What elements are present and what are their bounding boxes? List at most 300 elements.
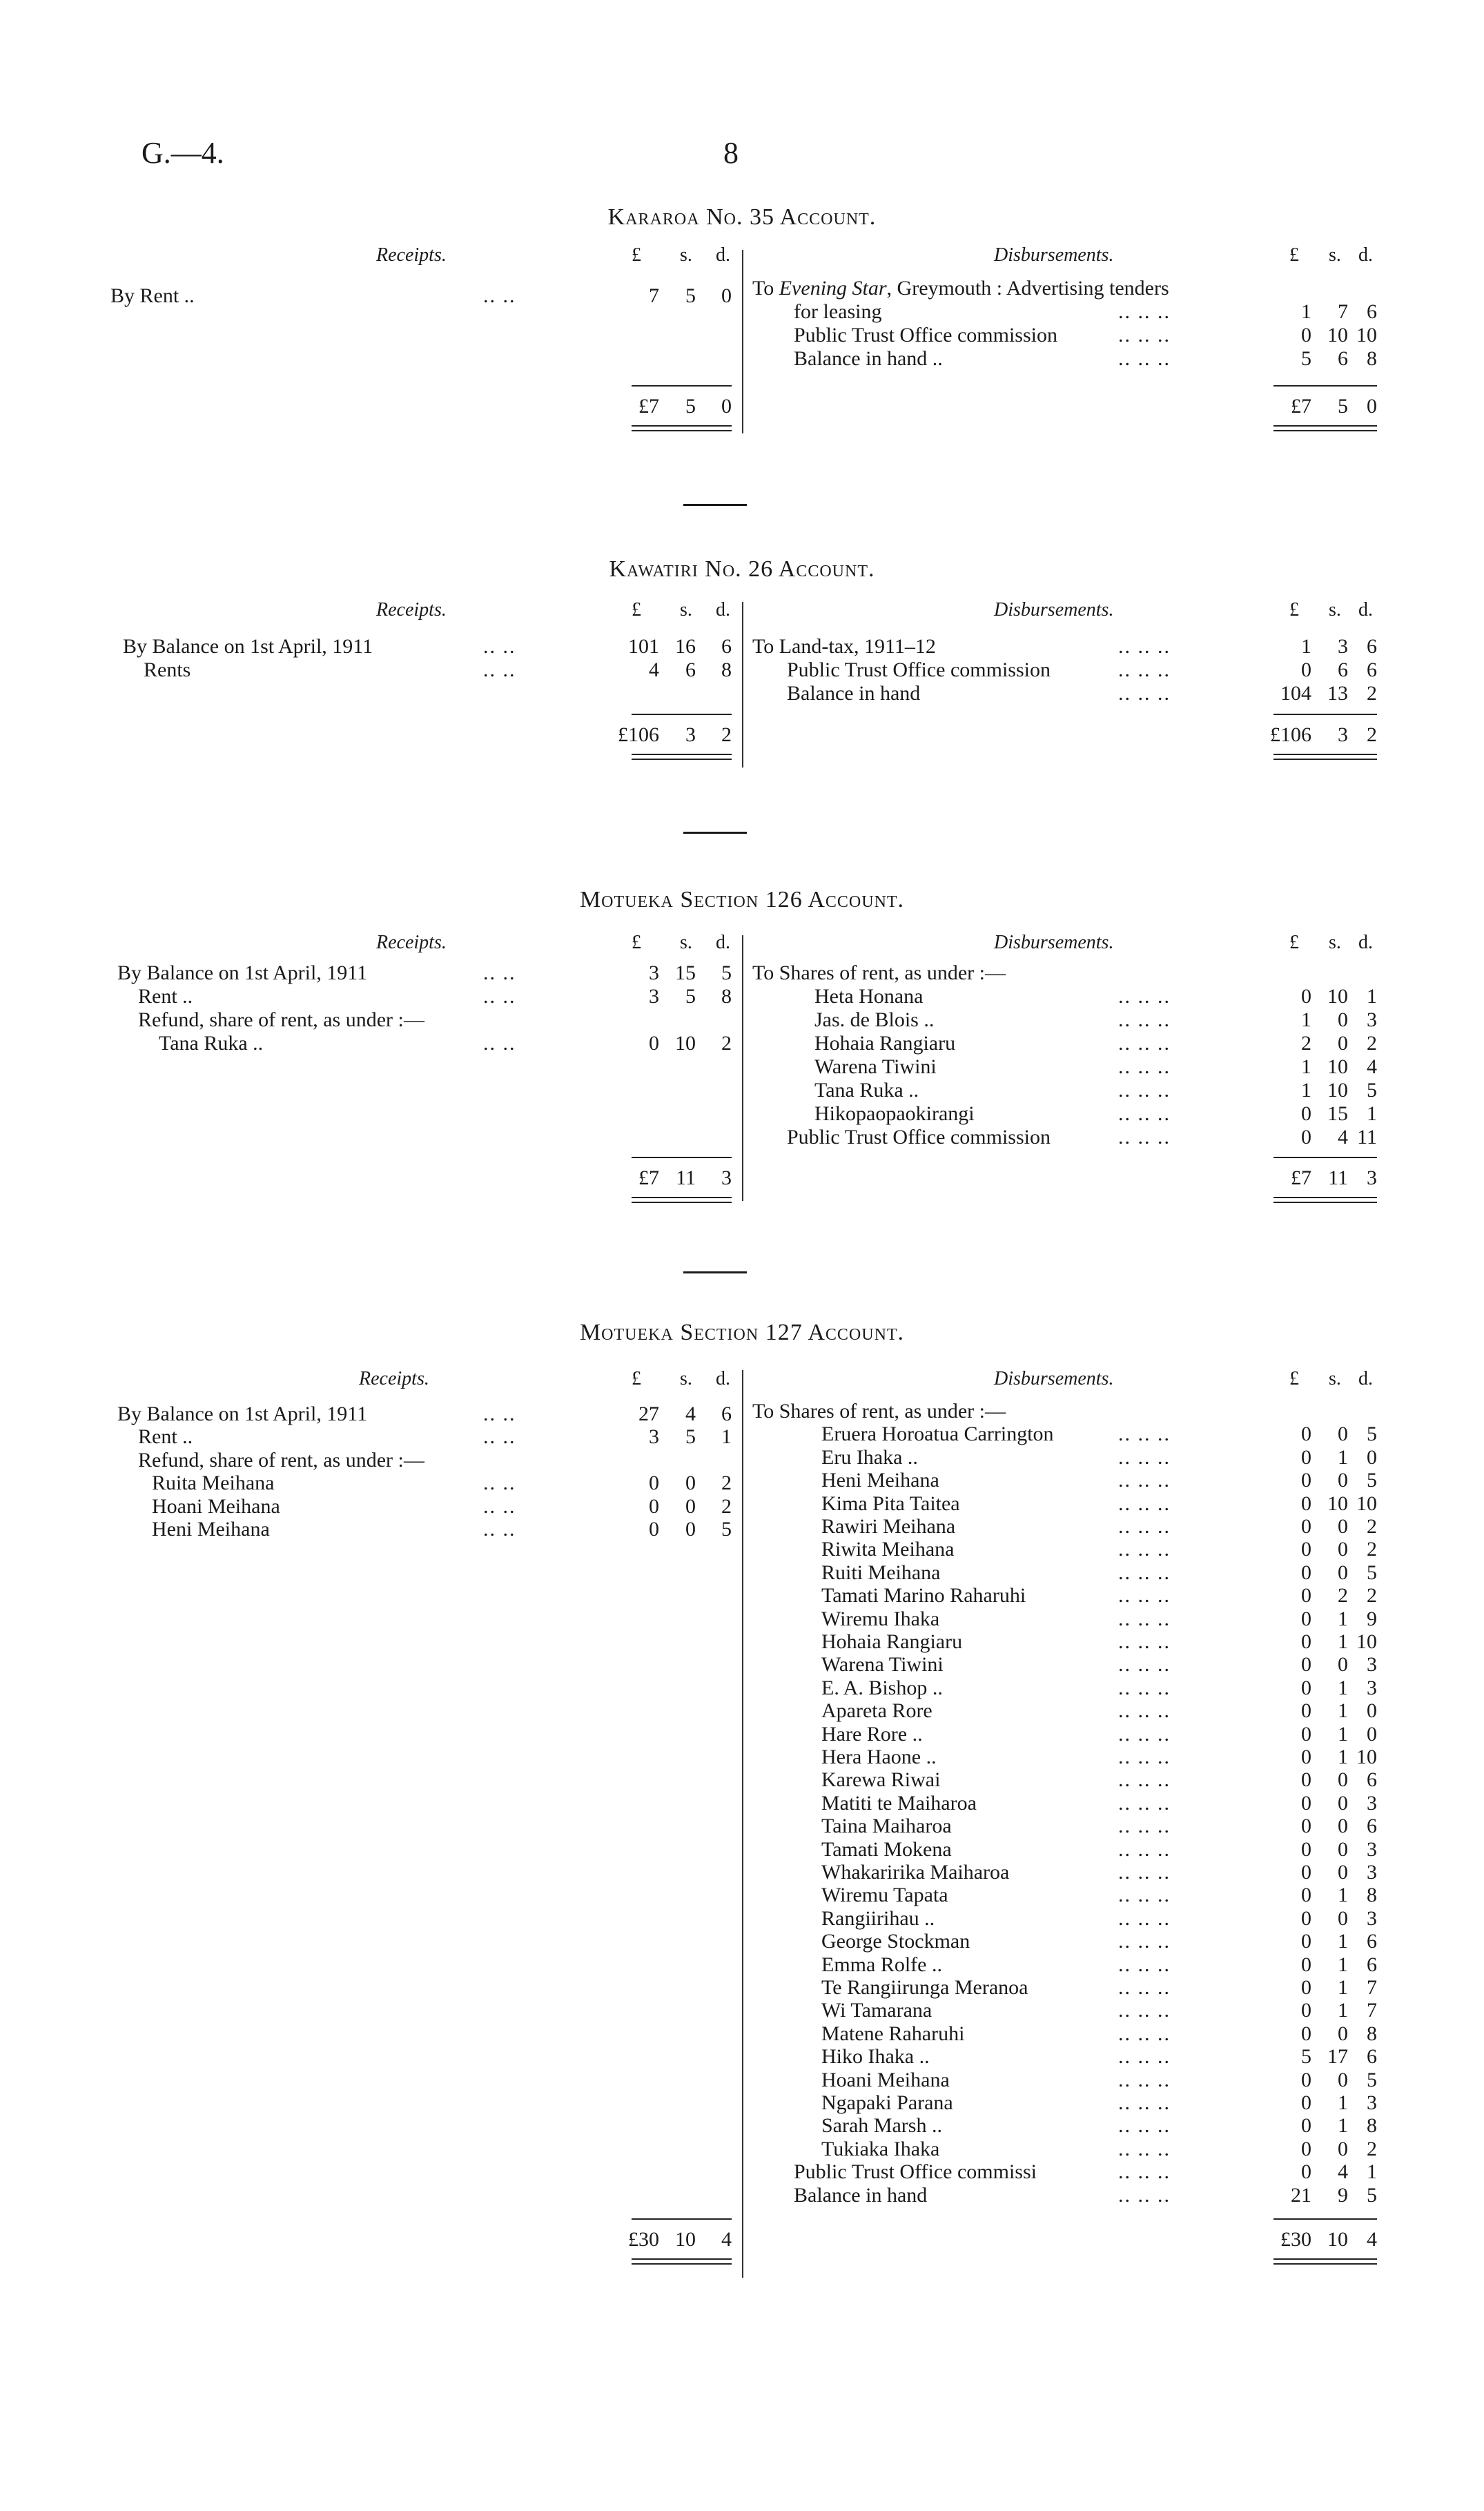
total-pounds: £7 (638, 1166, 659, 1189)
disbursement-row (742, 1032, 1484, 1055)
disbursement-label: Eru Ihaka .. (821, 1445, 918, 1469)
leader-dots: .. .. .. (1118, 1445, 1171, 1469)
amount-shillings: 4 (1338, 2160, 1348, 2184)
amount-pence: 4 (1367, 1055, 1377, 1078)
total-pence: 0 (721, 395, 732, 418)
disbursement-row (742, 1838, 1484, 1862)
disbursement-row (742, 1008, 1484, 1032)
amount-pounds: 0 (1301, 1676, 1311, 1699)
amount-shillings: 0 (1338, 1032, 1348, 1055)
disbursements-heading: Disbursements. (994, 599, 1114, 621)
amount-shillings: 0 (685, 1494, 696, 1518)
disb-col-d: d. (1358, 932, 1373, 953)
amount-pounds: 0 (1301, 1699, 1311, 1723)
leader-dots: .. .. (483, 1518, 516, 1541)
amount-pence: 5 (721, 1518, 732, 1541)
disbursement-row (742, 2114, 1484, 2138)
amount-pounds: 0 (1301, 1815, 1311, 1838)
disbursement-row (742, 1953, 1484, 1977)
total-double-rule (1273, 1197, 1377, 1198)
leader-dots: .. .. .. (1118, 1561, 1171, 1584)
disbursement-row (742, 1768, 1484, 1792)
disbursement-row (742, 1699, 1484, 1723)
amount-pence: 5 (1367, 1423, 1377, 1446)
disb-col-s: s. (1329, 244, 1341, 266)
amount-pence: 5 (1367, 1079, 1377, 1102)
disbursement-row (742, 1792, 1484, 1815)
amount-pence: 3 (1367, 2091, 1377, 2114)
leader-dots: .. .. .. (1118, 347, 1171, 370)
amount-pounds: 0 (1301, 1791, 1311, 1815)
amount-pounds: 0 (1301, 658, 1311, 681)
amount-pounds: 27 (638, 1403, 659, 1425)
disbursement-label: Apareta Rore (821, 1699, 933, 1723)
amount-pence: 9 (1367, 1607, 1377, 1630)
amount-pence: 1 (721, 1425, 732, 1449)
amount-shillings: 5 (685, 985, 696, 1008)
amount-pence: 8 (721, 985, 732, 1008)
disbursement-row (742, 347, 1484, 371)
amount-pence: 6 (1367, 658, 1377, 681)
disbursement-label: Wi Tamarana (821, 1999, 933, 2022)
amount-pounds: 0 (1301, 1584, 1311, 1608)
amount-shillings: 1 (1338, 1676, 1348, 1699)
amount-pounds: 0 (1301, 2114, 1311, 2138)
total-double-rule (1273, 425, 1377, 427)
disbursement-label: Hera Haone .. (821, 1746, 937, 1768)
total-double-rule (632, 2258, 732, 2260)
receipts-total-row (0, 2228, 742, 2251)
disb-col-l: £ (1289, 244, 1299, 266)
leader-dots: .. .. .. (1118, 1032, 1171, 1055)
leader-dots: .. .. .. (1118, 2045, 1171, 2069)
amount-shillings: 0 (1338, 1008, 1348, 1031)
disbursement-row (742, 1976, 1484, 2000)
total-shillings: 5 (685, 395, 696, 418)
amount-shillings: 1 (1338, 1746, 1348, 1768)
disbursement-row (742, 1469, 1484, 1492)
amount-shillings: 1 (1338, 1699, 1348, 1723)
total-rule-top (1273, 1157, 1377, 1158)
amount-pounds: 1 (1301, 300, 1311, 323)
amount-pence: 2 (1367, 1515, 1377, 1538)
amount-pence: 6 (1367, 2045, 1377, 2069)
amount-shillings: 1 (1338, 1999, 1348, 2022)
amount-pounds: 0 (1301, 1861, 1311, 1884)
amount-shillings: 0 (685, 1472, 696, 1495)
amount-pounds: 7 (649, 284, 659, 307)
disbursement-row (742, 2160, 1484, 2184)
disbursement-row (742, 1930, 1484, 1953)
leader-dots: .. .. .. (1118, 1607, 1171, 1630)
disb-col-s: s. (1329, 1368, 1341, 1389)
disbursement-label: Riwita Meihana (821, 1538, 955, 1561)
disbursement-label: Eruera Horoatua Carrington (821, 1423, 1054, 1446)
amount-pence: 2 (1367, 2137, 1377, 2160)
receipt-label: By Balance on 1st April, 1911 (117, 1403, 368, 1425)
amount-shillings: 3 (1338, 635, 1348, 658)
amount-pence: 5 (1367, 2068, 1377, 2091)
amount-pounds: 0 (1301, 1837, 1311, 1861)
disbursement-label: Hoani Meihana (821, 2068, 950, 2091)
leader-dots: .. .. (483, 635, 516, 658)
leader-dots: .. .. .. (1118, 1538, 1171, 1561)
amount-pounds: 1 (1301, 1008, 1311, 1031)
total-pounds: £30 (628, 2228, 659, 2251)
disbursement-label: Whakaririka Maiharoa (821, 1861, 1010, 1884)
amount-pounds: 3 (649, 985, 659, 1008)
leader-dots: .. .. .. (1118, 1722, 1171, 1746)
amount-shillings: 7 (1338, 300, 1348, 323)
amount-pence: 6 (1367, 1815, 1377, 1838)
disb-col-s: s. (1329, 599, 1341, 621)
total-pence: 3 (721, 1166, 732, 1189)
amount-pence: 0 (721, 284, 732, 307)
total-pence: 4 (721, 2228, 732, 2251)
leader-dots: .. .. .. (1118, 1953, 1171, 1976)
total-shillings: 3 (1338, 723, 1348, 746)
receipt-label: Hoani Meihana (152, 1494, 280, 1518)
amount-shillings: 2 (1338, 1584, 1348, 1608)
amount-pounds: 0 (649, 1518, 659, 1541)
amount-shillings: 15 (675, 961, 696, 984)
receipts-col-d: d. (716, 1368, 730, 1389)
disbursement-row (742, 2022, 1484, 2046)
disb-col-d: d. (1358, 1368, 1373, 1389)
amount-pounds: 1 (1301, 1055, 1311, 1078)
amount-pounds: 4 (649, 658, 659, 681)
receipt-row (0, 1008, 742, 1032)
leader-dots: .. .. .. (1118, 658, 1171, 681)
amount-shillings: 15 (1327, 1102, 1348, 1125)
total-double-rule (1273, 2263, 1377, 2265)
total-shillings: 3 (685, 723, 696, 746)
receipts-col-s: s. (680, 932, 692, 953)
leader-dots: .. .. .. (1118, 1999, 1171, 2022)
amount-shillings: 6 (1338, 658, 1348, 681)
amount-pence: 6 (1367, 1953, 1377, 1976)
total-rule-top (1273, 2218, 1377, 2220)
amount-pounds: 0 (1301, 1492, 1311, 1515)
amount-pence: 1 (1367, 2160, 1377, 2184)
leader-dots: .. .. .. (1118, 1906, 1171, 1930)
amount-pounds: 0 (1301, 1930, 1311, 1953)
amount-shillings: 0 (1338, 2137, 1348, 2160)
amount-shillings: 6 (1338, 347, 1348, 370)
disbursement-label: Hare Rore .. (821, 1722, 923, 1746)
disbursement-row (742, 1492, 1484, 1516)
amount-pence: 5 (1367, 2183, 1377, 2207)
receipt-row (0, 1403, 742, 1426)
disbursement-row (742, 1723, 1484, 1746)
amount-shillings: 0 (1338, 2068, 1348, 2091)
receipts-total-row (0, 723, 742, 747)
receipts-col-s: s. (680, 1368, 692, 1389)
amount-shillings: 9 (1338, 2183, 1348, 2207)
disbursement-label: Tukiaka Ihaka (821, 2137, 940, 2160)
leader-dots: .. .. (483, 658, 516, 681)
receipt-row (0, 985, 742, 1008)
total-shillings: 5 (1338, 395, 1348, 418)
amount-shillings: 1 (1338, 1722, 1348, 1746)
disbursements-total-row (742, 395, 1484, 418)
amount-pounds: 0 (1301, 1126, 1311, 1149)
amount-pence: 3 (1367, 1906, 1377, 1930)
disbursement-row (742, 1515, 1484, 1538)
amount-pence: 5 (721, 961, 732, 984)
receipt-row (0, 1032, 742, 1055)
disbursement-label: Rangiirihau .. (821, 1906, 935, 1930)
total-pence: 3 (1367, 1166, 1377, 1189)
leader-dots: .. .. .. (1118, 2183, 1171, 2207)
amount-shillings: 0 (1338, 1561, 1348, 1584)
leader-dots: .. .. .. (1118, 1469, 1171, 1492)
total-pence: 0 (1367, 395, 1377, 418)
disbursement-row (742, 2069, 1484, 2092)
amount-shillings: 0 (1338, 1791, 1348, 1815)
leader-dots: .. .. .. (1118, 1976, 1171, 1999)
section-separator (683, 1271, 747, 1273)
amount-pounds: 1 (1301, 1079, 1311, 1102)
total-double-rule (632, 1202, 732, 1203)
receipts-total-row (0, 1166, 742, 1190)
amount-shillings: 4 (1338, 1126, 1348, 1149)
amount-pounds: 2 (1301, 1032, 1311, 1055)
total-double-rule (632, 425, 732, 427)
receipts-heading: Receipts. (376, 244, 447, 266)
label-prefix: To (752, 277, 779, 300)
amount-pence: 3 (1367, 1676, 1377, 1699)
receipt-label: Heni Meihana (152, 1518, 270, 1541)
disbursement-label: Ruiti Meihana (821, 1561, 941, 1584)
amount-pounds: 0 (1301, 1999, 1311, 2022)
leader-dots: .. .. (483, 284, 516, 307)
amount-pounds: 0 (1301, 1653, 1311, 1677)
amount-shillings: 0 (1338, 2022, 1348, 2045)
amount-pounds: 0 (649, 1494, 659, 1518)
amount-pounds: 0 (1301, 1515, 1311, 1538)
total-rule-top (632, 1157, 732, 1158)
amount-pence: 10 (1356, 1746, 1377, 1768)
amount-shillings: 0 (1338, 1469, 1348, 1492)
page-reference: G.—4. (141, 136, 224, 170)
disbursement-label: Balance in hand .. (794, 347, 943, 370)
leader-dots: .. .. .. (1118, 300, 1171, 323)
amount-shillings: 4 (685, 1403, 696, 1425)
amount-pence: 8 (1367, 347, 1377, 370)
amount-shillings: 0 (1338, 1515, 1348, 1538)
disbursement-row (742, 682, 1484, 705)
disbursements-heading: Disbursements. (994, 932, 1114, 953)
leader-dots: .. .. (483, 985, 516, 1008)
page-number: 8 (723, 136, 739, 170)
amount-pence: 2 (721, 1494, 732, 1518)
leader-dots: .. .. .. (1118, 1791, 1171, 1815)
amount-pounds: 0 (1301, 324, 1311, 346)
receipt-label: Tana Ruka .. (159, 1032, 264, 1055)
disbursement-label: E. A. Bishop .. (821, 1676, 943, 1699)
receipt-row (0, 1495, 742, 1518)
disbursement-label: Tamati Mokena (821, 1837, 952, 1861)
disbursement-row (742, 635, 1484, 658)
total-pence: 2 (1367, 723, 1377, 746)
receipt-row (0, 284, 742, 308)
section-separator (683, 504, 747, 506)
amount-pounds: 0 (1301, 2068, 1311, 2091)
disbursement-label: Warena Tiwini (814, 1055, 937, 1078)
amount-shillings: 10 (1327, 985, 1348, 1008)
leader-dots: .. .. .. (1118, 1653, 1171, 1677)
amount-shillings: 1 (1338, 2114, 1348, 2138)
total-pounds: £7 (1291, 395, 1311, 418)
leader-dots: .. .. (483, 1494, 516, 1518)
leader-dots: .. .. .. (1118, 985, 1171, 1008)
leader-dots: .. .. .. (1118, 324, 1171, 346)
amount-pounds: 0 (1301, 1906, 1311, 1930)
amount-shillings: 1 (1338, 1930, 1348, 1953)
disbursement-label: Taina Maiharoa (821, 1815, 952, 1838)
disbursement-label: Heta Honana (814, 985, 924, 1008)
disbursement-label: for leasing (794, 300, 882, 323)
receipts-heading: Receipts. (376, 932, 447, 953)
disbursement-label: Te Rangiirunga Meranoa (821, 1976, 1028, 1999)
leader-dots: .. .. .. (1118, 1861, 1171, 1884)
amount-shillings: 0 (685, 1518, 696, 1541)
amount-pounds: 0 (1301, 1561, 1311, 1584)
total-double-rule (632, 1197, 732, 1198)
amount-pence: 1 (1367, 1102, 1377, 1125)
total-double-rule (1273, 1202, 1377, 1203)
amount-pence: 11 (1357, 1126, 1377, 1149)
amount-pounds: 0 (1301, 985, 1311, 1008)
disbursement-label: Rawiri Meihana (821, 1515, 956, 1538)
amount-pounds: 104 (1280, 682, 1311, 705)
disbursements-heading: Disbursements. (994, 1368, 1114, 1389)
disbursement-row (742, 1746, 1484, 1769)
leader-dots: .. .. .. (1118, 1492, 1171, 1515)
disbursement-label: Kima Pita Taitea (821, 1492, 960, 1515)
amount-pence: 1 (1367, 985, 1377, 1008)
amount-shillings: 0 (1338, 1653, 1348, 1677)
disbursement-label: Hikopaopaokirangi (814, 1102, 975, 1125)
receipt-row (0, 658, 742, 682)
amount-shillings: 1 (1338, 1630, 1348, 1653)
leader-dots: .. .. .. (1118, 1630, 1171, 1653)
total-pounds: £7 (638, 395, 659, 418)
amount-pence: 3 (1367, 1008, 1377, 1031)
amount-shillings: 0 (1338, 1768, 1348, 1792)
leader-dots: .. .. (483, 961, 516, 984)
receipt-row (0, 1518, 742, 1541)
amount-pence: 2 (721, 1032, 732, 1055)
amount-pounds: 0 (649, 1032, 659, 1055)
account-title: Motueka Section 126 Account. (579, 887, 905, 912)
disbursement-label: Emma Rolfe .. (821, 1953, 942, 1976)
receipts-col-l: £ (632, 244, 641, 266)
disbursement-row (742, 277, 1484, 300)
amount-pounds: 0 (1301, 1102, 1311, 1125)
disbursement-label: Ngapaki Parana (821, 2091, 953, 2114)
disbursement-row (742, 1423, 1484, 1446)
receipts-col-s: s. (680, 244, 692, 266)
amount-shillings: 0 (1338, 1861, 1348, 1884)
amount-pence: 5 (1367, 1561, 1377, 1584)
disbursement-label: Karewa Riwai (821, 1768, 941, 1792)
leader-dots: .. .. .. (1118, 2022, 1171, 2045)
disbursement-label: Balance in hand (794, 2183, 928, 2207)
leader-dots: .. .. .. (1118, 1768, 1171, 1792)
disbursement-row (742, 658, 1484, 682)
amount-pence: 6 (1367, 1768, 1377, 1792)
disbursement-row (742, 1608, 1484, 1631)
amount-pounds: 0 (1301, 1746, 1311, 1768)
disbursement-label: Matiti te Maiharoa (821, 1791, 977, 1815)
disbursement-label: Heni Meihana (821, 1469, 939, 1492)
amount-pounds: 1 (1301, 635, 1311, 658)
amount-pounds: 0 (1301, 2091, 1311, 2114)
disbursements-total-row (742, 2228, 1484, 2251)
total-double-rule (1273, 754, 1377, 755)
disbursement-label: Public Trust Office commission (787, 1126, 1051, 1149)
disbursement-label: Hiko Ihaka .. (821, 2045, 930, 2069)
amount-pence: 6 (721, 635, 732, 658)
amount-pounds: 0 (1301, 1607, 1311, 1630)
leader-dots: .. .. .. (1118, 2091, 1171, 2114)
total-pounds: £106 (1270, 723, 1311, 746)
amount-pence: 2 (1367, 1584, 1377, 1608)
disbursement-label: Jas. de Blois .. (814, 1008, 935, 1031)
disbursement-row (742, 1999, 1484, 2022)
leader-dots: .. .. .. (1118, 1884, 1171, 1907)
disbursement-label: Tana Ruka .. (814, 1079, 919, 1102)
amount-pence: 10 (1356, 324, 1377, 346)
leader-dots: .. .. (483, 1403, 516, 1425)
amount-pounds: 0 (1301, 1538, 1311, 1561)
amount-pence: 2 (1367, 1032, 1377, 1055)
amount-shillings: 0 (1338, 1906, 1348, 1930)
amount-pounds: 0 (1301, 1469, 1311, 1492)
amount-pounds: 0 (1301, 1722, 1311, 1746)
amount-shillings: 10 (675, 1032, 696, 1055)
disbursement-row (742, 1538, 1484, 1561)
total-pounds: £106 (618, 723, 659, 746)
amount-pence: 2 (1367, 1538, 1377, 1561)
disbursement-label: Wiremu Tapata (821, 1884, 948, 1907)
amount-pounds: 0 (649, 1472, 659, 1495)
account-title: Kararoa No. 35 Account. (607, 204, 877, 230)
amount-pence: 8 (721, 658, 732, 681)
total-double-rule (1273, 2258, 1377, 2260)
amount-shillings: 10 (1327, 1492, 1348, 1515)
leader-dots: .. .. .. (1118, 1676, 1171, 1699)
receipts-col-l: £ (632, 599, 641, 621)
disb-col-l: £ (1289, 599, 1299, 621)
amount-shillings: 10 (1327, 1055, 1348, 1078)
disbursement-row (742, 1584, 1484, 1608)
amount-shillings: 0 (1338, 1538, 1348, 1561)
disb-col-s: s. (1329, 932, 1341, 953)
disbursements-total-row (742, 1166, 1484, 1190)
leader-dots: .. .. .. (1118, 1815, 1171, 1838)
amount-pence: 6 (1367, 1930, 1377, 1953)
leader-dots: .. .. .. (1118, 1699, 1171, 1723)
amount-pence: 8 (1367, 1884, 1377, 1907)
disb-col-d: d. (1358, 244, 1373, 266)
amount-shillings: 5 (685, 284, 696, 307)
amount-shillings: 0 (1338, 1837, 1348, 1861)
amount-pence: 8 (1367, 2022, 1377, 2045)
amount-pence: 3 (1367, 1861, 1377, 1884)
